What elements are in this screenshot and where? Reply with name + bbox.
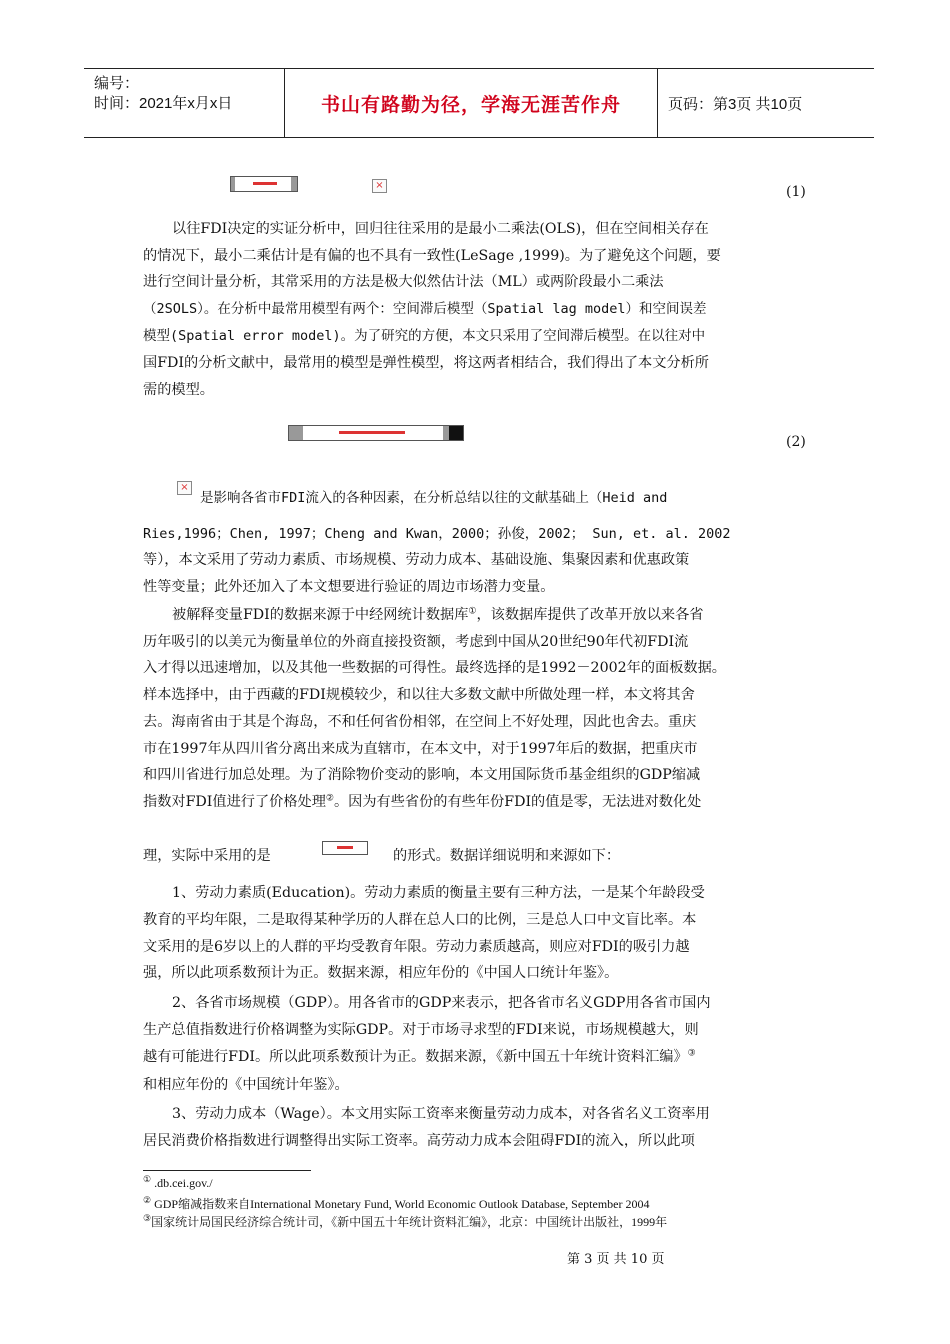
text-line: 需的模型。	[143, 382, 214, 398]
equation-2-number: (2)	[786, 434, 806, 450]
text-line: 市在1997年从四川省分离出来成为直辖市，在本文中，对于1997年后的数据，把重庆市	[143, 741, 698, 757]
text-line: 理，实际中采用的是	[143, 848, 271, 864]
text-line: 性等变量；此外还加入了本文想要进行验证的周边市场潜力变量。	[143, 579, 555, 595]
text-line: 文采用的是6岁以上的人群的平均受教育年限。劳动力素质越高，则应对FDI的吸引力越	[143, 939, 690, 955]
text-line: 3、劳动力成本（Wage）。本文用实际工资率来衡量劳动力成本，对各省名义工资率用	[172, 1106, 710, 1122]
text-line: 的形式。数据详细说明和来源如下：	[393, 848, 621, 864]
page-header	[84, 68, 874, 138]
text-line: 居民消费价格指数进行调整得出实际工资率。高劳动力成本会阻碍FDI的流入，所以此项	[143, 1133, 695, 1149]
text-line: 越有可能进行FDI。所以此项系数预计为正。数据来源，《新中国五十年统计资料汇编》③	[143, 1048, 696, 1065]
equation-1-image	[230, 176, 298, 192]
text-line: 模型(Spatial error model)。为了研究的方便，本文只采用了空间滞后模型。在以往对中	[143, 328, 706, 344]
doc-time-label: 时间：2021年x月x日	[94, 95, 233, 112]
text-line: 强，所以此项系数预计为正。数据来源，相应年份的《中国人口统计年鉴》。	[143, 965, 619, 981]
text-line: 被解释变量FDI的数据来源于中经网统计数据库①，该数据库提供了改革开放以来各省	[172, 606, 704, 623]
log-form-image	[322, 841, 368, 855]
header-motto: 书山有路勤为径，学海无涯苦作舟	[320, 94, 621, 116]
text-line: 进行空间计量分析，其常采用的方法是极大似然估计法（ML）或两阶段最小二乘法	[143, 274, 664, 290]
header-motto-cell	[284, 69, 658, 137]
text-line: 2、各省市场规模（GDP）。用各省市的GDP来表示，把各省市名义GDP用各省市国内	[172, 995, 711, 1011]
text-line: 等），本文采用了劳动力素质、市场规模、劳动力成本、基础设施、集聚因素和优惠政策	[143, 552, 690, 568]
text-line: 以往FDI决定的实证分析中，回归往往采用的是最小二乘法(OLS)，但在空间相关存在	[172, 221, 709, 237]
text-line: 和四川省进行加总处理。为了消除物价变动的影响，本文用国际货币基金组织的GDP缩减	[143, 767, 701, 783]
footnote-3: ③国家统计局国民经济综合统计司，《新中国五十年统计资料汇编》，北京：中国统计出版社，1999年	[143, 1213, 668, 1229]
text-line: 生产总值指数进行价格调整为实际GDP。对于市场寻求型的FDI来说，市场规模越大，则	[143, 1022, 699, 1038]
text-line: 指数对FDI值进行了价格处理②。因为有些省份的有些年份FDI的值是零，无法进对数化处	[143, 793, 702, 810]
text-line: 去。海南省由于其是个海岛，不和任何省份相邻，在空间上不好处理，因此也舍去。重庆	[143, 714, 697, 730]
text-line: 入才得以迅速增加，以及其他一些数据的可得性。最终选择的是1992－2002年的面板数据。	[143, 660, 726, 676]
text-line: 教育的平均年限，二是取得某种学历的人群在总人口的比例，三是总人口中文盲比率。本	[143, 912, 697, 928]
text-line: 的情况下，最小二乘估计是有偏的也不具有一致性(LeSage ,1999)。为了避免这个问题，要	[143, 248, 721, 264]
broken-image-icon: ×	[177, 481, 192, 495]
text-line: 样本选择中，由于西藏的FDI规模较少，和以往大多数文献中所做处理一样，本文将其舍	[143, 687, 695, 703]
equation-1-number: (1)	[786, 184, 806, 200]
broken-image-icon: ×	[372, 179, 387, 193]
footnote-1: ① .db.cei.gov./	[143, 1174, 213, 1190]
text-line: （2SOLS）。在分析中最常用模型有两个：空间滞后模型（Spatial lag model）和空间误差	[143, 301, 707, 317]
text-line: 历年吸引的以美元为衡量单位的外商直接投资额，考虑到中国从20世纪90年代初FDI流	[143, 634, 689, 650]
text-line: 和相应年份的《中国统计年鉴》。	[143, 1077, 349, 1093]
doc-number-label: 编号：	[94, 75, 140, 92]
page-footer: 第 3 页 共 10 页	[567, 1252, 665, 1267]
text-line: 是影响各省市FDI流入的各种因素，在分析总结以往的文献基础上（Heid and	[200, 490, 668, 506]
equation-2-image	[288, 425, 464, 441]
footnote-2: ② GDP缩减指数来自International Monetary Fund, World Economic Outlook Database, September 2004	[143, 1195, 650, 1211]
header-page-label: 页码：第3页 共10页	[668, 96, 803, 113]
footnote-divider	[143, 1170, 311, 1171]
header-left-cell	[84, 69, 284, 137]
text-line: Ries,1996；Chen, 1997；Cheng and Kwan，2000；孙俊，2002； Sun, et. al. 2002	[143, 526, 731, 542]
text-line: 1、劳动力素质(Education)。劳动力素质的衡量主要有三种方法，一是某个年龄段受	[172, 885, 705, 901]
text-line: 国FDI的分析文献中，最常用的模型是弹性模型，将这两者相结合，我们得出了本文分析所	[143, 355, 709, 371]
